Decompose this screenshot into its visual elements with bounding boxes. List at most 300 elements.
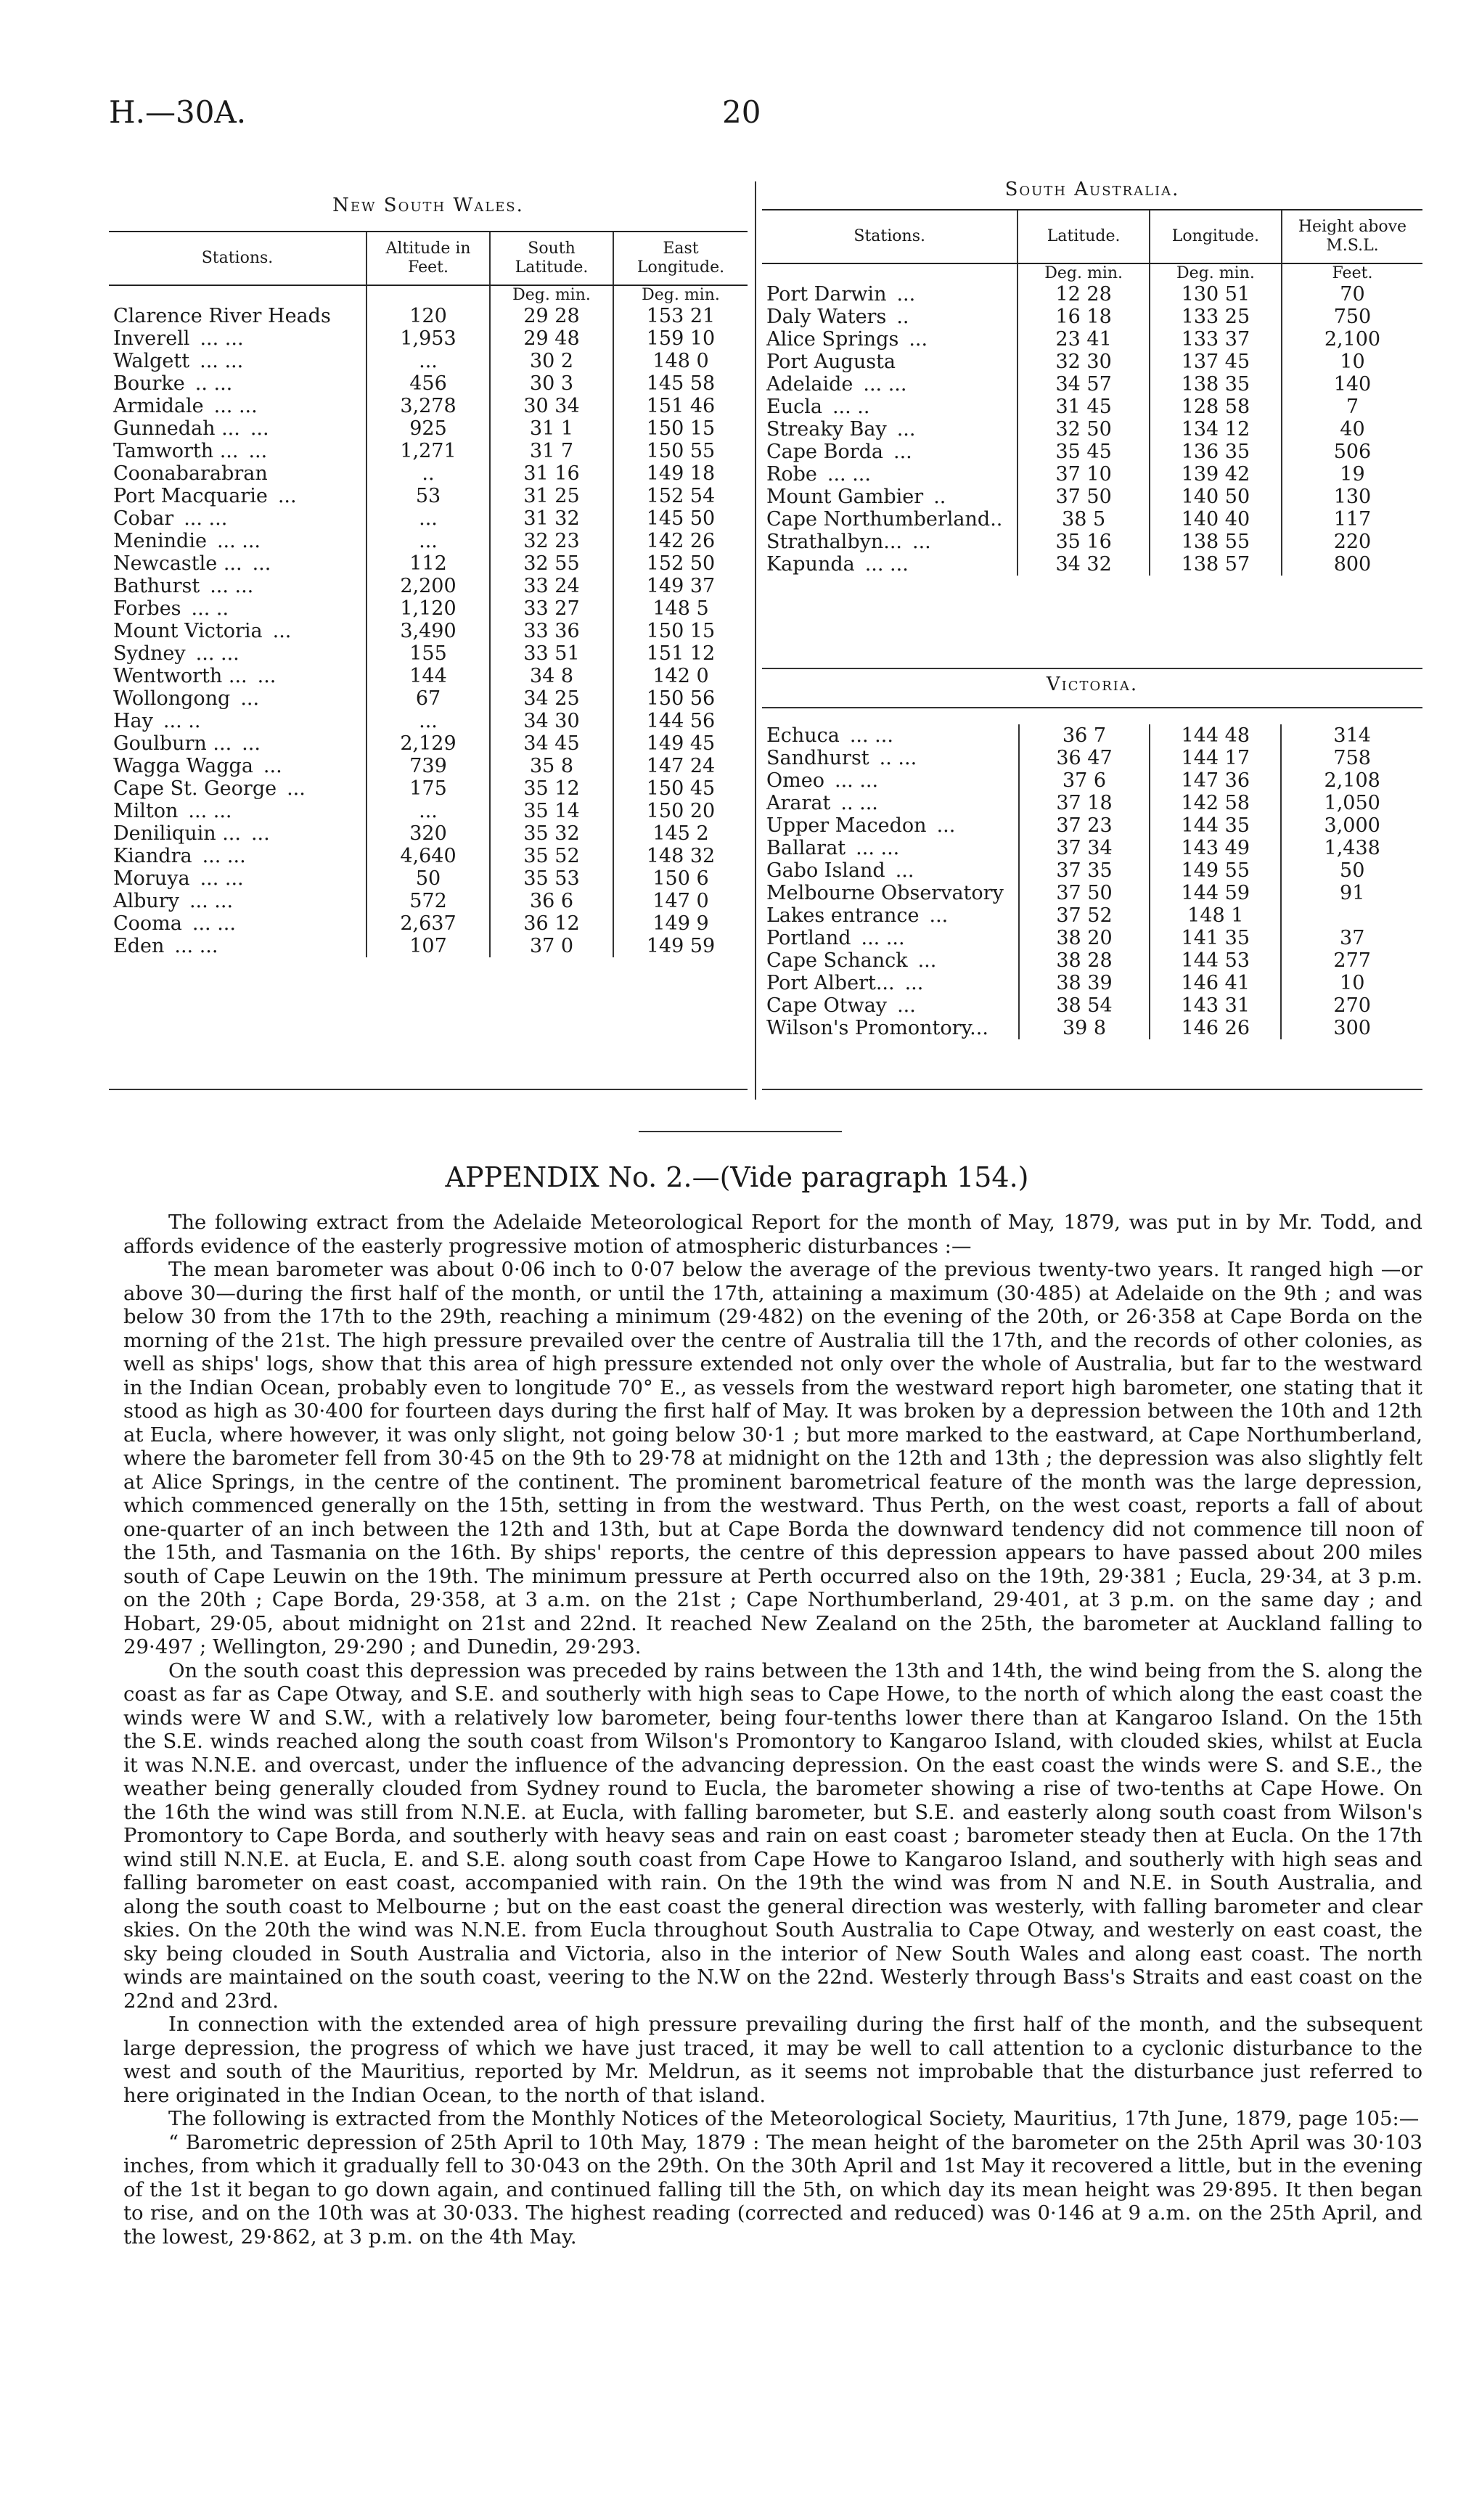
table-row xyxy=(762,814,1422,837)
station-name: Robe xyxy=(766,463,817,486)
latitude-cell: 37 0 xyxy=(490,935,613,957)
station-cell xyxy=(109,912,367,935)
height-cell: 2,100 xyxy=(1282,328,1422,351)
table-row xyxy=(762,882,1422,904)
height-cell: 19 xyxy=(1282,463,1422,486)
longitude-cell: 150 56 xyxy=(613,687,748,710)
leader-dots: ... xyxy=(277,485,297,507)
appendix-paragraph: The mean barometer was about 0·06 inch to 0·07 below the average of the previous twenty-two years. It ranged high —or above 30—during the first half of the month, or until the 17th, attaining a maximum (30·485) at Adelaide on the 9th ; and was below 30 from the 17th to the 29th, reaching a minimum (29·482) on the evening of the 20th, or 26·358 at Cape Borda on the morning of the 21st. The high pressure prevailed over the centre of Australia till the 17th, and the records of other colonies, as well as ships' logs, show that this area of high pressure extended not only over the whole of Australia, but far to the westward in the Indian Ocean, probably even to longitude 70° E., as vessels from the westward report high barometer, one stating that it stood as high as 30·400 for fourteen days during the first half of May. It was broken by a depression between the 10th and 12th at Eucla, where however, it was only slight, not going below 30·1 ; but more marked to the eastward, at Cape Northumberland, where the barometer fell from 30·45 on the 9th to 29·78 at midnight on the 12th and 13th ; the depression was also slightly felt at Alice Springs, in the centre of the continent. The prominent barometrical feature of the month was the large depression, which commenced generally on the 15th, setting in from the westward. Thus Perth, on the west coast, reports a fall of about one-quarter of an inch between the 12th and 13th, but at Cape Borda the downward tendency did not commence till noon of the 15th, and Tasmania on the 16th. By ships' reports, the centre of this depression appears to have passed about 200 miles south of Cape Leuwin on the 19th. The minimum pressure at Perth occurred also on the 19th, 29·381 ; Eucla, 29·34, at 3 p.m. on the 20th ; Cape Borda, 29·358, at 3 a.m. on the 21st ; Cape Northumberland, 29·401, at 3 p.m. on the same day ; and Hobart, 29·05, about midnight on 21st and 22nd. It reached New Zealand on the 25th, the barometer at Auckland falling to 29·497 ; Wellington, 29·290 ; and Dunedin, 29·293. xyxy=(123,1258,1422,1658)
height-cell: 37 xyxy=(1281,927,1422,949)
sa-col-lon: Longitude. xyxy=(1150,210,1282,263)
altitude-cell: 50 xyxy=(367,867,490,890)
latitude-cell: 39 8 xyxy=(1019,1017,1150,1039)
longitude-cell: 145 50 xyxy=(613,507,748,530)
table-row xyxy=(762,373,1422,396)
appendix-paragraph: In connection with the extended area of high pressure prevailing during the first half of the month, and the subsequent large depression, the progress of which we have just traced, it may be well to call attention to a cyclonic disturbance to the west and south of the Mauritius, reported by Mr. Meldrun, as it seems not improbable that the disturbance just referred to here originated in the Indian Ocean, to the north of that island. xyxy=(123,2013,1422,2107)
table-row xyxy=(762,396,1422,418)
appendix-paragraph: “ Barometric depression of 25th April to 10th May, 1879 : The mean height of the barometer on the 25th April was 30·103 inches, from which it gradually fell to 30·043 on the 29th. On the 30th April and 1st May it recovered a little, but in the evening of the 1st it began to go down again, and continued falling till the 5th, on which day its mean height was 29·895. It then began to rise, and on the 10th was at 30·033. The highest reading (corrected and reduced) was 0·146 at 9 a.m. on the 25th April, and the lowest, 29·862, at 3 p.m. on the 4th May. xyxy=(123,2130,1422,2249)
station-cell xyxy=(109,440,367,462)
section-separator xyxy=(639,1131,842,1132)
height-cell: 277 xyxy=(1281,949,1422,972)
victoria-rule xyxy=(762,707,1422,708)
longitude-cell: 144 35 xyxy=(1150,814,1281,837)
vic-bottom-rule xyxy=(762,1089,1422,1090)
longitude-cell: 147 36 xyxy=(1150,769,1281,792)
table-row xyxy=(762,553,1422,576)
station-cell xyxy=(762,814,1019,837)
sa-table xyxy=(762,209,1422,576)
station-cell xyxy=(762,531,1018,553)
longitude-cell: 149 37 xyxy=(613,575,748,597)
longitude-cell: 148 1 xyxy=(1150,904,1281,927)
latitude-cell: 31 7 xyxy=(490,440,613,462)
station-cell xyxy=(109,350,367,372)
altitude-cell: ... xyxy=(367,507,490,530)
latitude-cell: 33 36 xyxy=(490,620,613,642)
station-cell xyxy=(762,904,1019,927)
longitude-cell: 134 12 xyxy=(1150,418,1282,441)
latitude-cell: 35 53 xyxy=(490,867,613,890)
sa-title: South Australia. xyxy=(1004,179,1180,200)
altitude-cell: ... xyxy=(367,710,490,732)
leader-dots: ... .. xyxy=(832,396,870,418)
leader-dots: ... xyxy=(250,822,270,845)
latitude-cell: 29 28 xyxy=(490,305,613,327)
leader-dots: ... ... xyxy=(200,327,244,350)
station-name: Cooma xyxy=(113,912,182,935)
table-row xyxy=(109,305,748,327)
leader-dots: ... ... xyxy=(184,507,228,530)
station-cell xyxy=(762,972,1019,994)
altitude-cell: 2,200 xyxy=(367,575,490,597)
latitude-cell: 34 45 xyxy=(490,732,613,755)
station-name: Milton xyxy=(113,800,179,822)
sa-unit-height: Feet. xyxy=(1282,263,1422,283)
station-name: Melbourne Observatory xyxy=(766,882,1004,904)
station-cell xyxy=(762,508,1018,531)
leader-dots: ... ... xyxy=(210,575,254,597)
latitude-cell: 35 14 xyxy=(490,800,613,822)
longitude-cell: 144 56 xyxy=(613,710,748,732)
station-cell xyxy=(762,418,1018,441)
station-name: Adelaide xyxy=(766,373,853,396)
latitude-cell: 37 23 xyxy=(1019,814,1150,837)
latitude-cell: 35 12 xyxy=(490,777,613,800)
latitude-cell: 37 35 xyxy=(1019,859,1150,882)
station-cell xyxy=(109,822,367,845)
station-name: Eucla xyxy=(766,396,822,418)
leader-dots: ... xyxy=(240,687,260,710)
table-row xyxy=(762,531,1422,553)
latitude-cell: 31 1 xyxy=(490,417,613,440)
station-name: Cobar xyxy=(113,507,174,530)
station-name: Tamworth ... xyxy=(113,440,239,462)
altitude-cell: 53 xyxy=(367,485,490,507)
longitude-cell: 128 58 xyxy=(1150,396,1282,418)
longitude-cell: 144 53 xyxy=(1150,949,1281,972)
altitude-cell: 1,120 xyxy=(367,597,490,620)
height-cell: 10 xyxy=(1282,351,1422,373)
station-name: Bathurst xyxy=(113,575,200,597)
height-cell: 800 xyxy=(1282,553,1422,576)
appendix-paragraph: The following extract from the Adelaide Meteorological Report for the month of May, 1879, was put in by Mr. Todd, and affords evidence of the easterly progressive motion of atmospheric disturbances :— xyxy=(123,1211,1422,1258)
station-cell xyxy=(109,845,367,867)
station-name: Clarence River Heads xyxy=(113,305,331,327)
longitude-cell: 144 48 xyxy=(1150,724,1281,747)
station-cell xyxy=(109,867,367,890)
station-name: Ballarat xyxy=(766,837,846,859)
latitude-cell: 35 32 xyxy=(490,822,613,845)
table-row xyxy=(762,994,1422,1017)
station-name: Upper Macedon xyxy=(766,814,927,837)
table-row xyxy=(109,485,748,507)
table-row xyxy=(762,463,1422,486)
latitude-cell: 37 18 xyxy=(1019,792,1150,814)
station-name: Goulburn ... xyxy=(113,732,232,755)
station-cell xyxy=(762,373,1018,396)
nsw-title: New South Wales. xyxy=(332,195,524,216)
station-name: Wagga Wagga xyxy=(113,755,253,777)
altitude-cell: 2,637 xyxy=(367,912,490,935)
leader-dots: ... ... xyxy=(174,935,218,957)
leader-dots: ... xyxy=(897,994,916,1017)
leader-dots: ... xyxy=(248,440,268,462)
station-name: Gabo Island xyxy=(766,859,885,882)
station-cell xyxy=(109,485,367,507)
latitude-cell: 34 8 xyxy=(490,665,613,687)
station-name: Ararat xyxy=(766,792,831,814)
latitude-cell: 16 18 xyxy=(1018,306,1150,328)
station-name: Daly Waters xyxy=(766,306,887,328)
station-cell xyxy=(762,792,1019,814)
altitude-cell: ... xyxy=(367,530,490,552)
station-name: Strathalbyn... xyxy=(766,531,902,553)
leader-dots: ... xyxy=(257,665,277,687)
longitude-cell: 153 21 xyxy=(613,305,748,327)
longitude-cell: 144 59 xyxy=(1150,882,1281,904)
leader-dots: ... xyxy=(250,417,269,440)
altitude-cell: 120 xyxy=(367,305,490,327)
longitude-cell: 142 0 xyxy=(613,665,748,687)
latitude-cell: 35 52 xyxy=(490,845,613,867)
latitude-cell: 35 8 xyxy=(490,755,613,777)
leader-dots: ... xyxy=(242,732,261,755)
station-cell xyxy=(109,552,367,575)
station-cell xyxy=(762,441,1018,463)
latitude-cell: 34 57 xyxy=(1018,373,1150,396)
leader-dots: ... xyxy=(917,949,937,972)
leader-dots: .. ... xyxy=(879,747,917,769)
station-name: Cape St. George xyxy=(113,777,277,800)
station-cell xyxy=(762,283,1018,306)
height-cell: 300 xyxy=(1281,1017,1422,1039)
nsw-col-lat: South Latitude. xyxy=(490,232,613,285)
altitude-cell: 456 xyxy=(367,372,490,395)
latitude-cell: 36 6 xyxy=(490,890,613,912)
table-row xyxy=(762,351,1422,373)
station-name: Coonabarabran xyxy=(113,462,268,485)
vic-table xyxy=(762,724,1422,1039)
station-cell xyxy=(109,665,367,687)
latitude-cell: 38 54 xyxy=(1019,994,1150,1017)
leader-dots: ... ... xyxy=(213,395,258,417)
appendix-paragraph: The following is extracted from the Monthly Notices of the Meteorological Society, Mauritius, 17th June, 1879, page 105:— xyxy=(168,2107,1420,2130)
leader-dots: .. xyxy=(933,486,946,508)
altitude-cell: 3,278 xyxy=(367,395,490,417)
height-cell: 220 xyxy=(1282,531,1422,553)
station-name: Bourke xyxy=(113,372,185,395)
altitude-cell: 2,129 xyxy=(367,732,490,755)
latitude-cell: 38 28 xyxy=(1019,949,1150,972)
table-row xyxy=(109,440,748,462)
station-name: Lakes entrance xyxy=(766,904,920,927)
leader-dots: ... xyxy=(895,859,914,882)
height-cell: 140 xyxy=(1282,373,1422,396)
station-cell xyxy=(109,642,367,665)
latitude-cell: 37 50 xyxy=(1018,486,1150,508)
table-row xyxy=(109,710,748,732)
height-cell: 40 xyxy=(1282,418,1422,441)
longitude-cell: 138 57 xyxy=(1150,553,1282,576)
latitude-cell: 31 32 xyxy=(490,507,613,530)
leader-dots: ... xyxy=(909,328,928,351)
station-cell xyxy=(109,620,367,642)
station-cell xyxy=(109,575,367,597)
table-row xyxy=(109,395,748,417)
station-name: Moruya xyxy=(113,867,190,890)
station-cell xyxy=(109,687,367,710)
table-row xyxy=(109,552,748,575)
station-name: Mount Gambier xyxy=(766,486,924,508)
station-name: Eden xyxy=(113,935,165,957)
station-cell xyxy=(762,882,1019,904)
appendix-body xyxy=(123,1211,1422,2249)
station-name: Albury xyxy=(113,890,179,912)
station-cell xyxy=(762,994,1019,1017)
station-name: Port Macquarie xyxy=(113,485,268,507)
station-cell xyxy=(109,507,367,530)
latitude-cell: 37 50 xyxy=(1019,882,1150,904)
leader-dots: .. ... xyxy=(195,372,233,395)
latitude-cell: 36 47 xyxy=(1019,747,1150,769)
altitude-cell: 155 xyxy=(367,642,490,665)
leader-dots: ... xyxy=(896,418,916,441)
table-row xyxy=(762,747,1422,769)
altitude-cell: 3,490 xyxy=(367,620,490,642)
station-cell xyxy=(762,328,1018,351)
table-row xyxy=(109,642,748,665)
station-name: Wollongong xyxy=(113,687,231,710)
leader-dots: ... ... xyxy=(834,769,879,792)
altitude-cell: ... xyxy=(367,800,490,822)
table-row xyxy=(109,462,748,485)
latitude-cell: 38 39 xyxy=(1019,972,1150,994)
longitude-cell: 142 26 xyxy=(613,530,748,552)
leader-dots: ... xyxy=(896,283,916,306)
sa-unit-lon: Deg. min. xyxy=(1150,263,1282,283)
nsw-col-station: Stations. xyxy=(109,232,367,285)
table-row xyxy=(762,949,1422,972)
station-name: Mount Victoria xyxy=(113,620,263,642)
station-cell xyxy=(109,327,367,350)
leader-dots: ... xyxy=(912,531,931,553)
station-cell xyxy=(109,710,367,732)
table-row xyxy=(762,904,1422,927)
sa-col-station: Stations. xyxy=(762,210,1018,263)
station-cell xyxy=(762,837,1019,859)
height-cell: 2,108 xyxy=(1281,769,1422,792)
leader-dots: ... xyxy=(263,755,282,777)
leader-dots: ... ... xyxy=(849,724,893,747)
nsw-unit-lat: Deg. min. xyxy=(490,285,613,305)
nsw-unit-lon: Deg. min. xyxy=(613,285,748,305)
table-row xyxy=(762,328,1422,351)
station-name: Sandhurst xyxy=(766,747,869,769)
height-cell: 117 xyxy=(1282,508,1422,531)
longitude-cell: 151 46 xyxy=(613,395,748,417)
station-name: Menindie xyxy=(113,530,207,552)
station-name: Gunnedah ... xyxy=(113,417,240,440)
latitude-cell: 12 28 xyxy=(1018,283,1150,306)
latitude-cell: 32 30 xyxy=(1018,351,1150,373)
longitude-cell: 148 32 xyxy=(613,845,748,867)
station-cell xyxy=(109,777,367,800)
table-row xyxy=(109,597,748,620)
leader-dots: ... xyxy=(893,441,912,463)
longitude-cell: 150 45 xyxy=(613,777,748,800)
victoria-top-rule xyxy=(762,668,1422,669)
station-name: Wilson's Promontory... xyxy=(766,1017,988,1039)
longitude-cell: 149 59 xyxy=(613,935,748,957)
table-row xyxy=(109,890,748,912)
leader-dots: ... ... xyxy=(863,373,907,396)
station-cell xyxy=(109,800,367,822)
station-name: Wentworth ... xyxy=(113,665,247,687)
latitude-cell: 35 16 xyxy=(1018,531,1150,553)
station-name: Port Darwin xyxy=(766,283,887,306)
station-cell xyxy=(762,859,1019,882)
appendix-paragraph: On the south coast this depression was preceded by rains between the 13th and 14th, the wind being from the S. along the coast as far as Cape Otway, and S.E. and southerly with high seas to Cape Howe, to the north of which along the east coast the winds were W and S.W., with a relatively low barometer, being four-tenths lower there than at Kangaroo Island. On the 15th the S.E. winds reached along the south coast from Wilson's Promontory to Kangaroo Island, with clouded skies, whilst at Eucla it was N.N.E. and overcast, under the influence of the advancing depression. On the east coast the winds were S. and S.E., the weather being generally clouded from Sydney round to Eucla, the barometer showing a rise of two-tenths at Cape Howe. On the 16th the wind was still from N.N.E. at Eucla, with falling barometer, but S.E. and easterly along south coast from Wilson's Promontory to Cape Borda, and southerly with heavy seas and rain on east coast ; barometer steady then at Eucla. On the 17th wind still N.N.E. at Eucla, E. and S.E. along south coast from Cape Howe to Kangaroo Island, and southerly with high seas and falling barometer on east coast, accompanied with rain. On the 19th the wind was from N and N.E. in South Australia, and along the south coast to Melbourne ; but on the east coast the general direction was westerly, with falling barometer and clear skies. On the 20th the wind was N.N.E. from Eucla throughout South Australia to Cape Otway, and westerly on east coast, the sky being clouded in South Australia and Victoria, also in the interior of New South Wales and along east coast. The north winds are maintained on the south coast, veering to the N.W on the 22nd. Westerly through Bass's Straits and east coast on the 22nd and 23rd. xyxy=(123,1658,1422,2013)
longitude-cell: 150 15 xyxy=(613,620,748,642)
station-name: Port Augusta xyxy=(766,351,896,373)
station-name: Cape Schanck xyxy=(766,949,908,972)
table-row xyxy=(762,859,1422,882)
document-reference: H.—30A. xyxy=(109,94,247,130)
longitude-cell: 137 45 xyxy=(1150,351,1282,373)
latitude-cell: 33 51 xyxy=(490,642,613,665)
latitude-cell: 33 27 xyxy=(490,597,613,620)
height-cell: 750 xyxy=(1282,306,1422,328)
leader-dots: ... ... xyxy=(192,912,236,935)
longitude-cell: 148 5 xyxy=(613,597,748,620)
station-name: Sydney xyxy=(113,642,186,665)
leader-dots: ... xyxy=(252,552,271,575)
station-cell xyxy=(762,351,1018,373)
table-row xyxy=(762,441,1422,463)
latitude-cell: 37 10 xyxy=(1018,463,1150,486)
station-name: Portland xyxy=(766,927,851,949)
latitude-cell: 32 50 xyxy=(1018,418,1150,441)
latitude-cell: 32 23 xyxy=(490,530,613,552)
table-row xyxy=(762,508,1422,531)
station-cell xyxy=(762,396,1018,418)
longitude-cell: 159 10 xyxy=(613,327,748,350)
station-cell xyxy=(109,372,367,395)
leader-dots: .. xyxy=(896,306,909,328)
altitude-cell: .. xyxy=(367,462,490,485)
altitude-cell: 1,953 xyxy=(367,327,490,350)
table-row xyxy=(109,372,748,395)
longitude-cell: 145 58 xyxy=(613,372,748,395)
leader-dots: ... ... xyxy=(864,553,909,576)
table-row xyxy=(762,418,1422,441)
longitude-cell: 147 24 xyxy=(613,755,748,777)
station-name: Echuca xyxy=(766,724,840,747)
nsw-col-altitude: Altitude in Feet. xyxy=(367,232,490,285)
station-name: Newcastle ... xyxy=(113,552,242,575)
station-cell xyxy=(762,553,1018,576)
height-cell xyxy=(1281,904,1422,927)
leader-dots: ... xyxy=(936,814,956,837)
column-divider xyxy=(755,181,756,1100)
latitude-cell: 29 48 xyxy=(490,327,613,350)
table-row xyxy=(762,283,1422,306)
longitude-cell: 151 12 xyxy=(613,642,748,665)
station-cell xyxy=(109,462,367,485)
station-name: Inverell xyxy=(113,327,190,350)
station-name: Cape Otway xyxy=(766,994,888,1017)
altitude-cell: 107 xyxy=(367,935,490,957)
table-row xyxy=(762,927,1422,949)
table-row xyxy=(762,1017,1422,1039)
leader-dots: ... ... xyxy=(200,867,244,890)
altitude-cell: 925 xyxy=(367,417,490,440)
leader-dots: ... xyxy=(904,972,924,994)
station-name: Alice Springs xyxy=(766,328,899,351)
height-cell: 506 xyxy=(1282,441,1422,463)
altitude-cell: 67 xyxy=(367,687,490,710)
nsw-table xyxy=(109,231,748,957)
latitude-cell: 23 41 xyxy=(1018,328,1150,351)
station-name: Omeo xyxy=(766,769,824,792)
latitude-cell: 36 12 xyxy=(490,912,613,935)
height-cell: 91 xyxy=(1281,882,1422,904)
table-row xyxy=(109,530,748,552)
height-cell: 758 xyxy=(1281,747,1422,769)
station-name: Kiandra xyxy=(113,845,192,867)
leader-dots: ... .. xyxy=(163,710,201,732)
longitude-cell: 130 51 xyxy=(1150,283,1282,306)
leader-dots: ... ... xyxy=(188,800,232,822)
latitude-cell: 38 5 xyxy=(1018,508,1150,531)
leader-dots: ... xyxy=(929,904,949,927)
latitude-cell: 30 34 xyxy=(490,395,613,417)
longitude-cell: 133 37 xyxy=(1150,328,1282,351)
latitude-cell: 31 16 xyxy=(490,462,613,485)
latitude-cell: 37 52 xyxy=(1019,904,1150,927)
height-cell: 70 xyxy=(1282,283,1422,306)
altitude-cell: 144 xyxy=(367,665,490,687)
altitude-cell: 572 xyxy=(367,890,490,912)
leader-dots: ... ... xyxy=(216,530,261,552)
nsw-bottom-rule xyxy=(109,1089,748,1090)
longitude-cell: 141 35 xyxy=(1150,927,1281,949)
leader-dots: ... ... xyxy=(189,890,234,912)
longitude-cell: 145 2 xyxy=(613,822,748,845)
table-row xyxy=(109,777,748,800)
longitude-cell: 148 0 xyxy=(613,350,748,372)
latitude-cell: 32 55 xyxy=(490,552,613,575)
